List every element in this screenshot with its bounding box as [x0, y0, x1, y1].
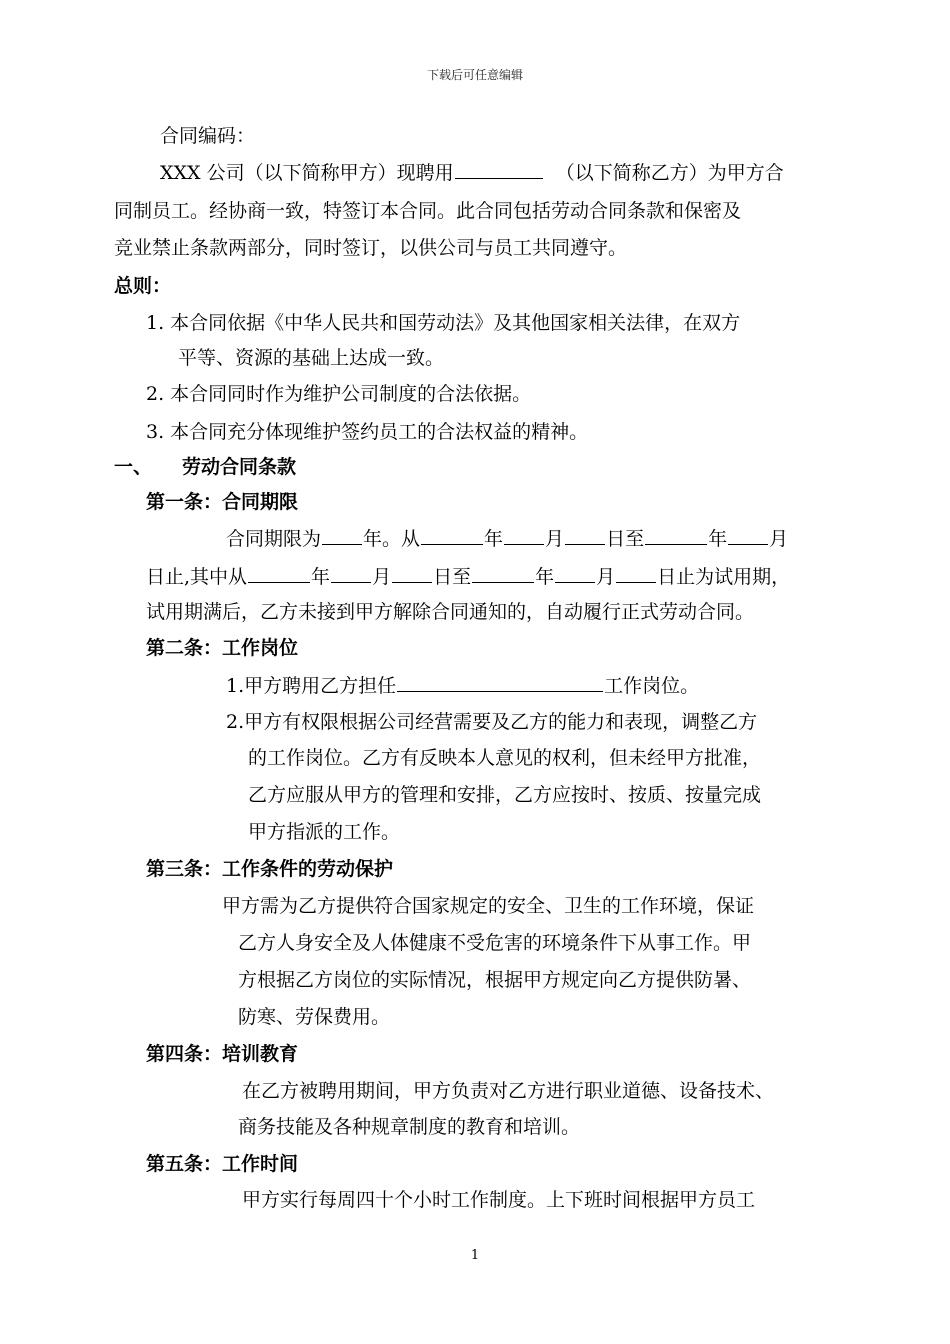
header-note: 下载后可任意编辑: [426, 68, 523, 82]
month-label: 月: [372, 566, 392, 588]
start-month-blank[interactable]: [504, 524, 544, 545]
month-label: 月: [545, 528, 565, 550]
position-blank[interactable]: [397, 671, 603, 692]
article-2-item-2c: 乙方应服从甲方的管理和安排，乙方应按时、按质、按量完成: [248, 784, 762, 806]
year-label: 年: [484, 528, 504, 550]
general-item-2: 2. 本合同同时作为维护公司制度的合法依据。: [146, 383, 532, 405]
article-2-item-2a: 2.甲方有权限根据公司经营需要及乙方的能力和表现，调整乙方: [226, 711, 758, 733]
article-5-line-1: 甲方实行每周四十个小时工作制度。上下班时间根据甲方员工: [242, 1189, 756, 1211]
probation-end-day-blank[interactable]: [616, 562, 656, 583]
probation-start-month-blank[interactable]: [331, 562, 371, 583]
day-to-label: 日至: [606, 528, 645, 550]
article-3-line-3: 方根据乙方岗位的实际情况，根据甲方规定向乙方提供防暑、: [238, 969, 752, 991]
article-3-line-1: 甲方需为乙方提供符合国家规定的安全、卫生的工作环境，保证: [222, 895, 755, 917]
start-day-blank[interactable]: [565, 524, 605, 545]
probation-start-year-blank[interactable]: [248, 562, 310, 583]
position-suffix: 工作岗位。: [604, 675, 700, 697]
year-label: 年: [535, 566, 555, 588]
article-2-title: 第二条：工作岗位: [146, 637, 299, 659]
article-2-item-2b: 的工作岗位。乙方有反映本人意见的权利，但未经甲方批准，: [248, 747, 762, 769]
start-year-blank[interactable]: [421, 524, 483, 545]
general-item-1a: 1. 本合同依据《中华人民共和国劳动法》及其他国家相关法律，在双方: [146, 312, 741, 334]
probation-end-month-blank[interactable]: [555, 562, 595, 583]
term-years-blank[interactable]: [322, 524, 362, 545]
article-4-line-1: 在乙方被聘用期间，甲方负责对乙方进行职业道德、设备技术、: [242, 1080, 775, 1102]
article-4-title: 第四条：培训教育: [146, 1043, 299, 1065]
year-label: 年: [708, 528, 728, 550]
article-4-line-2: 商务技能及各种规章制度的教育和培训。: [238, 1116, 581, 1138]
article-2-item-1: [226, 671, 699, 700]
month-label: 月: [596, 566, 616, 588]
month-label: 月: [769, 528, 789, 550]
article-1-line-2: [146, 562, 790, 591]
article-3-line-2: 乙方人身安全及人体健康不受危害的环境条件下从事工作。甲: [238, 932, 752, 954]
term-label: 合同期限为: [226, 528, 322, 550]
intro-line-1-a: XXX 公司（以下简称甲方）现聘用: [160, 162, 454, 184]
end-month-blank[interactable]: [728, 524, 768, 545]
probation-start-day-blank[interactable]: [392, 562, 432, 583]
general-title: 总则：: [114, 275, 172, 297]
article-1-line-3: 试用期满后，乙方未接到甲方解除合同通知的，自动履行正式劳动合同。: [146, 601, 755, 623]
page-number: 1: [470, 1248, 480, 1263]
article-2-item-2d: 甲方指派的工作。: [248, 821, 401, 843]
intro-line-2: 同制员工。经协商一致，特签订本合同。此合同包括劳动合同条款和保密及: [114, 200, 742, 222]
end-year-blank[interactable]: [645, 524, 707, 545]
part1-number: 一、: [114, 456, 153, 478]
day-end-label: 日止,其中从: [146, 566, 248, 588]
part1-title: 劳动合同条款: [182, 456, 297, 478]
general-item-3: 3. 本合同充分体现维护签约员工的合法权益的精神。: [146, 421, 589, 443]
article-3-title: 第三条：工作条件的劳动保护: [146, 858, 394, 880]
year-label: 年: [311, 566, 331, 588]
from-label: 年。从: [363, 528, 421, 550]
position-label: 1.甲方聘用乙方担任: [226, 675, 397, 697]
probation-end-year-blank[interactable]: [472, 562, 534, 583]
article-3-line-4: 防寒、劳保费用。: [238, 1006, 391, 1028]
intro-line-3: 竞业禁止条款两部分，同时签订，以供公司与员工共同遵守。: [114, 237, 628, 259]
article-1-title: 第一条：合同期限: [146, 491, 299, 513]
article-5-title: 第五条：工作时间: [146, 1153, 299, 1175]
general-item-1b: 平等、资源的基础上达成一致。: [178, 347, 445, 369]
probation-end-label: 日止为试用期，: [657, 566, 791, 588]
contract-code-label: 合同编码：: [160, 125, 256, 147]
employee-name-blank[interactable]: [455, 158, 543, 179]
day-to-label: 日至: [433, 566, 472, 588]
intro-line-1: [160, 158, 784, 187]
article-1-line-1: [226, 524, 788, 553]
intro-line-1-b: （以下简称乙方）为甲方合: [555, 162, 784, 184]
